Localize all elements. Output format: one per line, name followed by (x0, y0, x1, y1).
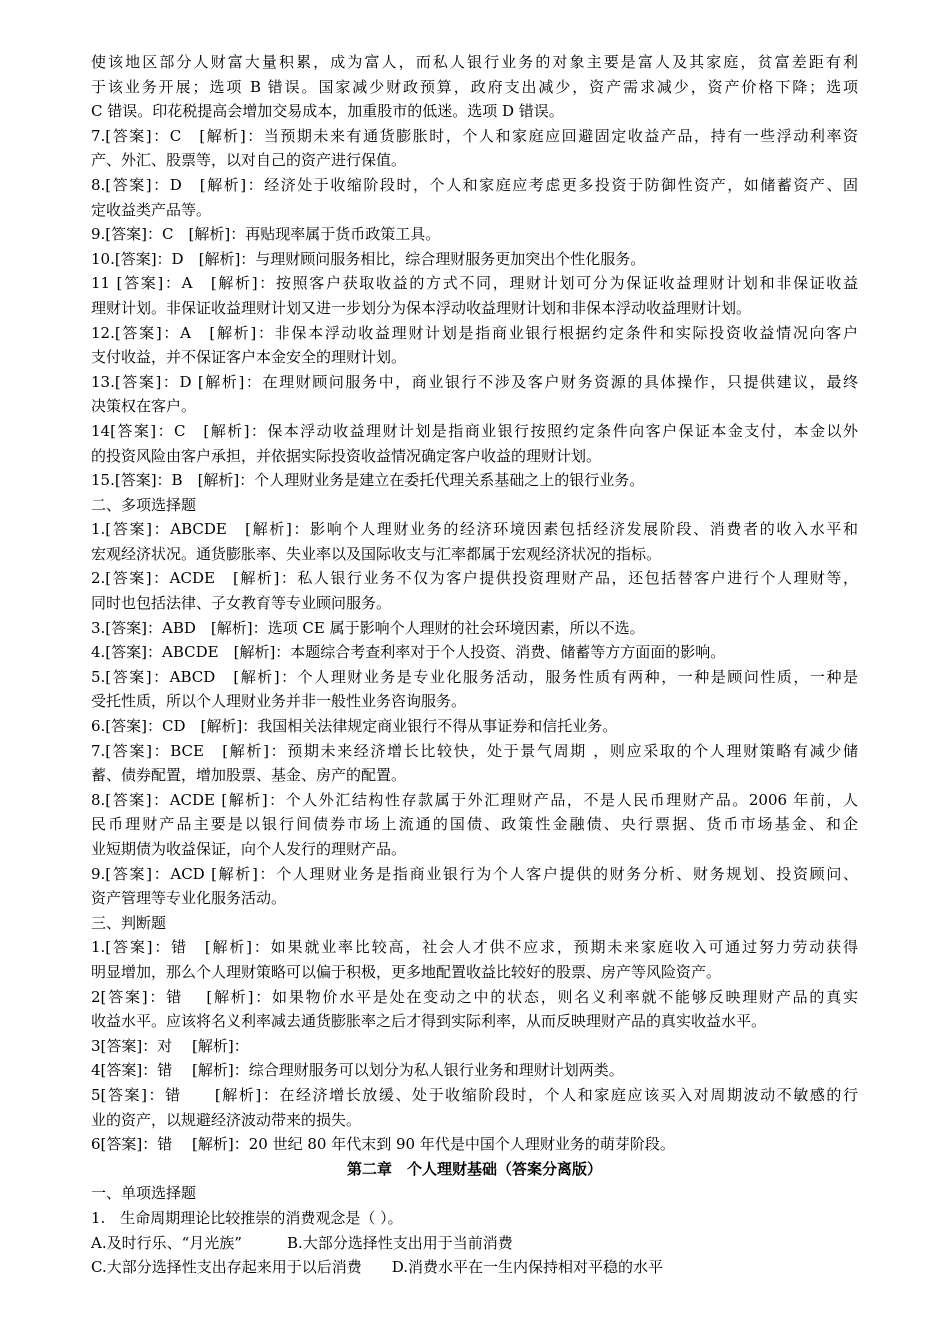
text-line: 3.[答案]：ABD [解析]：选项 CE 属于影响个人理财的社会环境因素，所以不选。 (91, 618, 645, 637)
text-line: A.及时行乐、“月光族” B.大部分选择性支出用于当前消费 (91, 1233, 513, 1252)
text-line: 4[答案]：错 [解析]：综合理财服务可以划分为私人银行业务和理财计划两类。 (91, 1061, 624, 1080)
text-line: 民币理财产品主要是以银行间债券市场上流通的国债、政策性金融债、央行票据、货币市场基金、和企 (91, 815, 858, 834)
text-line: 三、判断题 (91, 913, 167, 932)
text-line: 明显增加，那么个人理财策略可以偏于积极，更多地配置收益比较好的股票、房产等风险资产。 (91, 962, 722, 981)
text-line: 7.[答案]：BCE [解析]：预期未来经济增长比较快，处于景气周期 ，则应采取的个人理财策略有减少储 (91, 741, 858, 760)
text-line: 8.[答案]：ACDE [解析]：个人外汇结构性存款属于外汇理财产品，不是人民币理财产品。2006 年前，人 (91, 790, 858, 809)
chapter-heading: 第二章 个人理财基础（答案分离版） (346, 1159, 602, 1178)
text-line: 8.[答案]：D [解析]：经济处于收缩阶段时，个人和家庭应考虑更多投资于防御性资产，如储蓄资产、固 (91, 175, 858, 194)
text-line: 1.[答案]：错 [解析]：如果就业率比较高，社会人才供不应求，预期未来家庭收入可通过努力劳动获得 (91, 938, 858, 957)
text-line: 1.[答案]：ABCDE [解析]：影响个人理财业务的经济环境因素包括经济发展阶段、消费者的收入水平和 (91, 520, 858, 539)
text-line: C.大部分选择性支出存起来用于以后消费 D.消费水平在一生内保持相对平稳的水平 (91, 1258, 663, 1277)
text-line: 产、外汇、股票等，以对自己的资产进行保值。 (91, 151, 407, 170)
text-line: 于该业务开展；选项 B 错误。国家减少财政预算，政府支出减少，资产需求减少，资产价格下降；选项 (91, 77, 858, 96)
text-line: 业短期债为收益保证，向个人发行的理财产品。 (91, 840, 407, 858)
text-line: 支付收益，并不保证客户本金安全的理财计划。 (91, 348, 407, 367)
document-body (91, 50, 858, 1280)
text-line: 二、多项选择题 (91, 495, 197, 514)
text-line: 6.[答案]：CD [解析]：我国相关法律规定商业银行不得从事证券和信托业务。 (91, 717, 618, 736)
text-line: 13.[答案]：D [解析]：在理财顾问服务中，商业银行不涉及客户财务资源的具体操作，只提供建议，最终 (91, 372, 858, 391)
text-line: 决策权在客户。 (91, 397, 197, 416)
text-line: 业的资产，以规避经济波动带来的损失。 (91, 1110, 362, 1129)
text-line: 4.[答案]：ABCDE [解析]：本题综合考查利率对于个人投资、消费、储蓄等方方面面的影响。 (91, 643, 726, 662)
text-line: 2[答案]：错 [解析]：如果物价水平是处在变动之中的状态，则名义利率就不能够反映理财产品的真实 (91, 987, 858, 1006)
text-line: 1. 生命周期理论比较推崇的消费观念是（ ）。 (91, 1208, 403, 1227)
text-line: 11 [答案]：A [解析]：按照客户获取收益的方式不同，理财计划可分为保证收益理财计划和非保证收益 (91, 274, 858, 293)
text-line: 蓄、债券配置，增加股票、基金、房产的配置。 (91, 766, 407, 785)
text-line: 收益水平。应该将名义利率减去通货膨胀率之后才得到实际利率，从而反映理财产品的真实收益水平。 (91, 1012, 767, 1031)
text-line: 2.[答案]：ACDE [解析]：私人银行业务不仅为客户提供投资理财产品，还包括替客户进行个人理财等， (91, 569, 858, 588)
text-line: 使该地区部分人财富大量积累，成为富人，而私人银行业务的对象主要是富人及其家庭，贫富差距有利 (91, 53, 858, 71)
text-line: 宏观经济状况。通货膨胀率、失业率以及国际收支与汇率都属于宏观经济状况的指标。 (91, 544, 662, 563)
text-line: 5.[答案]：ABCD [解析]：个人理财业务是专业化服务活动，服务性质有两种，一种是顾问性质，一种是 (91, 667, 858, 686)
text-line: 12.[答案]：A [解析]：非保本浮动收益理财计划是指商业银行根据约定条件和实际投资收益情况向客户 (91, 323, 858, 342)
text-line: 9.[答案]：ACD [解析]：个人理财业务是指商业银行为个人客户提供的财务分析、财务规划、投资顾问、 (91, 864, 858, 883)
text-line: 理财计划。非保证收益理财计划又进一步划分为保本浮动收益理财计划和非保本浮动收益理财计划。 (91, 298, 752, 317)
text-line: 资产管理等专业化服务活动。 (91, 889, 287, 908)
text-line: 15.[答案]：B [解析]：个人理财业务是建立在委托代理关系基础之上的银行业务。 (91, 471, 645, 490)
text-line: 9.[答案]：C [解析]：再贴现率属于货币政策工具。 (91, 225, 441, 244)
text-line: 一、单项选择题 (91, 1184, 197, 1203)
text-line: C 错误。印花税提高会增加交易成本，加重股市的低迷。选项 D 错误。 (91, 102, 564, 121)
text-line: 7.[答案]：C [解析]：当预期未来有通货膨胀时，个人和家庭应回避固定收益产品，持有一些浮动利率资 (91, 126, 858, 145)
text-line: 3[答案]：对 [解析]： (91, 1036, 249, 1055)
text-line: 14[答案]：C [解析]：保本浮动收益理财计划是指商业银行按照约定条件向客户保证本金支付，本金以外 (91, 421, 858, 440)
text-line: 受托性质，所以个人理财业务并非一般性业务咨询服务。 (91, 692, 467, 711)
text-line: 5[答案]：错 [解析]：在经济增长放缓、处于收缩阶段时，个人和家庭应该买入对周期波动不敏感的行 (91, 1085, 858, 1104)
text-line: 10.[答案]：D [解析]：与理财顾问服务相比，综合理财服务更加突出个性化服务。 (91, 249, 646, 268)
text-line: 同时也包括法律、子女教育等专业顾问服务。 (91, 594, 392, 613)
text-line: 6[答案]：错 [解析]：20 世纪 80 年代末到 90 年代是中国个人理财业务的萌芽阶段。 (91, 1135, 675, 1154)
text-line: 定收益类产品等。 (91, 200, 212, 219)
text-line: 的投资风险由客户承担，并依据实际投资收益情况确定客户收益的理财计划。 (91, 446, 602, 465)
